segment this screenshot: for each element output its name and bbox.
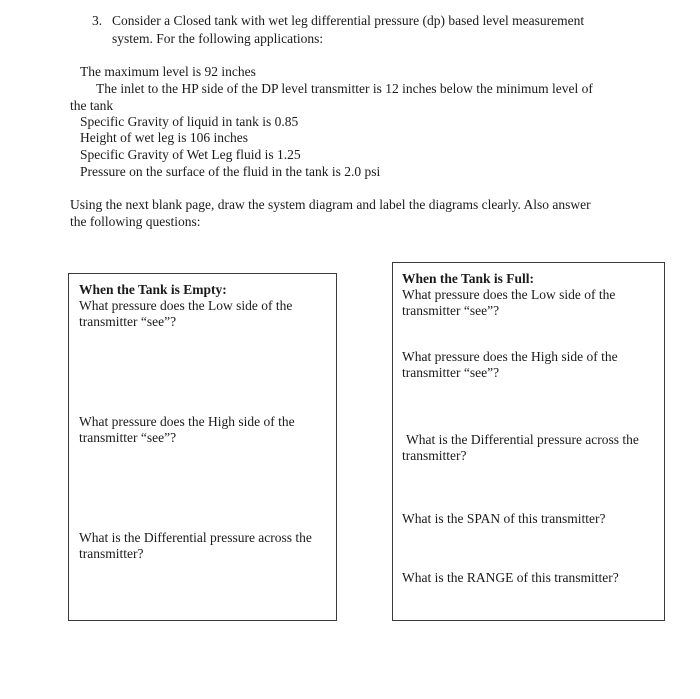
given-sg-liquid: Specific Gravity of liquid in tank is 0.85 bbox=[80, 114, 299, 129]
given-max-level: The maximum level is 92 inches bbox=[80, 64, 256, 79]
tank-empty-heading: When the Tank is Empty: bbox=[79, 282, 227, 297]
tank-empty-box bbox=[68, 273, 337, 621]
full-q2-line2: transmitter “see”? bbox=[402, 365, 500, 380]
empty-q1-line1: What pressure does the Low side of the bbox=[79, 298, 293, 313]
given-inlet-line2: the tank bbox=[70, 98, 114, 113]
given-wet-leg-height: Height of wet leg is 106 inches bbox=[80, 130, 248, 145]
empty-q2-line1: What pressure does the High side of the bbox=[79, 414, 295, 429]
full-q5-range: What is the RANGE of this transmitter? bbox=[402, 570, 619, 585]
full-q1-line1: What pressure does the Low side of the bbox=[402, 287, 616, 302]
full-q3-line1: What is the Differential pressure across the bbox=[406, 432, 639, 447]
tank-full-heading: When the Tank is Full: bbox=[402, 271, 535, 286]
problem-intro-line1: Consider a Closed tank with wet leg differential pressure (dp) based level measurement bbox=[112, 13, 585, 28]
given-sg-wet-leg: Specific Gravity of Wet Leg fluid is 1.25 bbox=[80, 147, 301, 162]
empty-q3-line2: transmitter? bbox=[79, 546, 144, 561]
full-q4-span: What is the SPAN of this transmitter? bbox=[402, 511, 606, 526]
full-q2-line1: What pressure does the High side of the bbox=[402, 349, 618, 364]
instructions-line2: the following questions: bbox=[70, 214, 201, 229]
empty-q1-line2: transmitter “see”? bbox=[79, 314, 177, 329]
full-q1-line2: transmitter “see”? bbox=[402, 303, 500, 318]
problem-intro-line2: system. For the following applications: bbox=[112, 31, 324, 46]
given-surface-pressure: Pressure on the surface of the fluid in the tank is 2.0 psi bbox=[80, 164, 381, 179]
tank-full-box bbox=[392, 262, 665, 621]
full-q3-line2: transmitter? bbox=[402, 448, 467, 463]
empty-q2-line2: transmitter “see”? bbox=[79, 430, 177, 445]
given-inlet-line1: The inlet to the HP side of the DP level transmitter is 12 inches below the minimum level of bbox=[96, 81, 593, 96]
empty-q3-line1: What is the Differential pressure across the bbox=[79, 530, 312, 545]
problem-number: 3. bbox=[92, 13, 103, 28]
instructions-line1: Using the next blank page, draw the system diagram and label the diagrams clearly. Also answer bbox=[70, 197, 591, 212]
